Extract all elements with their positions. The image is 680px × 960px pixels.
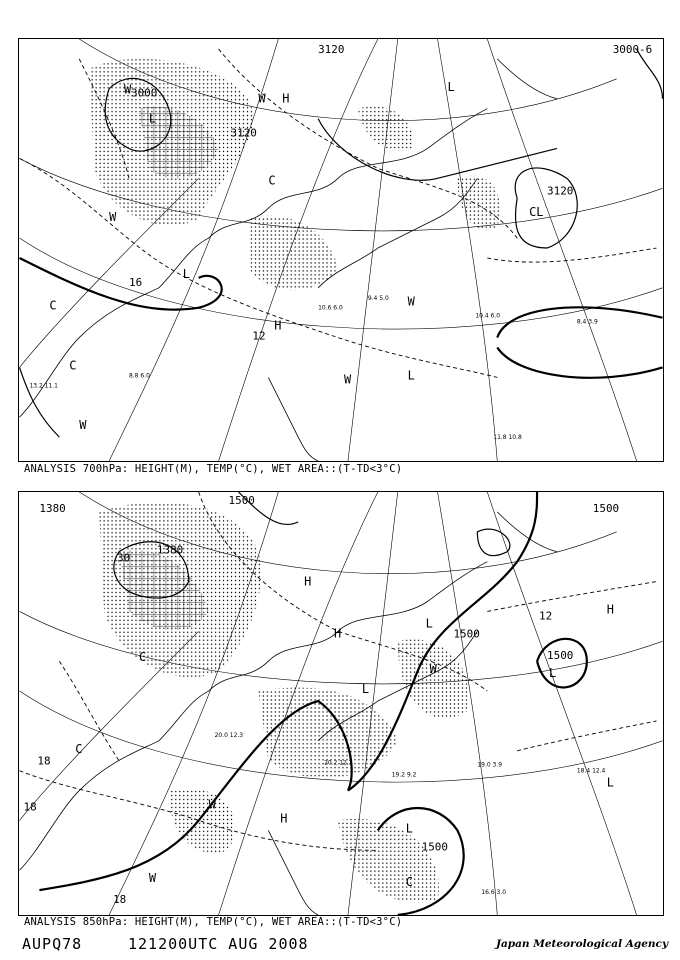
high-label: H: [282, 91, 290, 106]
station-value: 13.2 11.1: [29, 382, 58, 390]
station-value: 11.8 10.8: [493, 434, 522, 442]
low-label: L: [447, 79, 455, 94]
isotherm-label: 16: [129, 275, 143, 289]
cold-low-label: CL: [529, 205, 544, 220]
map-panel-850hpa: [18, 491, 664, 916]
station-value: 20.2 12.2: [324, 759, 353, 767]
low-label: L: [361, 682, 370, 697]
isotherm-label: 12: [252, 329, 266, 343]
cold-label: C: [138, 650, 147, 665]
station-value: 10.4 6.0: [475, 312, 501, 320]
warm-label: W: [208, 797, 216, 812]
warm-label: W: [79, 418, 87, 433]
station-value: 8.8 6.0: [129, 372, 150, 380]
cold-label: C: [49, 298, 57, 313]
warm-label: W: [124, 82, 132, 97]
panel-caption-850hpa: ANALYSIS 850hPa: HEIGHT(M), TEMP(°C), WET AREA::(T-TD<3°C): [24, 916, 403, 928]
height-label: 3120: [318, 42, 345, 56]
cold-label: C: [405, 875, 413, 890]
station-value: 16.6 3.0: [481, 889, 507, 897]
low-label: L: [606, 775, 614, 790]
station-value: 9.4 5.0: [367, 294, 389, 302]
height-label: 1500: [547, 649, 574, 663]
height-label: 1500: [228, 493, 255, 507]
height-label: 3000: [130, 86, 158, 100]
warm-label: W: [407, 294, 415, 309]
low-label: L: [407, 368, 415, 383]
isotherm-label: 12: [539, 609, 553, 623]
warm-label: W: [148, 871, 157, 886]
panel-caption-700hpa: ANALYSIS 700hPa: HEIGHT(M), TEMP(°C), WET AREA::(T-TD<3°C): [24, 463, 403, 475]
low-label: L: [425, 616, 433, 631]
height-label: 3120: [230, 126, 257, 140]
isotherm-label: 18: [113, 893, 127, 907]
high-label: H: [606, 602, 614, 617]
product-code: AUPQ78: [22, 935, 83, 953]
station-value: 19.2 9.2: [391, 771, 417, 779]
height-label: 1380: [39, 501, 66, 515]
station-value: 18.4 12.4: [576, 767, 606, 775]
height-label: 3120: [547, 184, 574, 198]
height-label: 3000-6: [612, 42, 653, 56]
agency-credit: Japan Meteorological Agency: [496, 938, 669, 950]
analysis-timestamp: 121200UTC AUG 2008: [128, 935, 309, 953]
warm-label: W: [343, 372, 352, 387]
isotherm-label: 18: [37, 754, 51, 768]
isotherm-label: 30: [117, 551, 131, 565]
height-label: 1500: [421, 840, 448, 854]
high-label: H: [280, 811, 288, 826]
height-label: 1500: [453, 627, 480, 641]
station-value: 20.0 12.3: [214, 731, 244, 739]
low-label: L: [549, 666, 557, 681]
high-label: H: [334, 626, 342, 641]
station-value: 10.6 6.0: [318, 304, 343, 312]
low-label: L: [405, 821, 413, 836]
warm-label: W: [109, 210, 117, 225]
low-label: L: [148, 111, 157, 126]
station-value: 8.4 3.9: [576, 318, 598, 326]
station-value: 19.0 3.9: [477, 761, 503, 769]
map-850hpa-graphic: [19, 492, 663, 915]
warm-label: W: [429, 662, 437, 677]
warm-label: W: [258, 91, 266, 106]
height-label: 1500: [592, 501, 620, 515]
high-label: H: [274, 318, 282, 333]
map-panel-700hpa: [18, 38, 664, 462]
cold-label: C: [69, 358, 77, 373]
cold-label: C: [268, 173, 276, 188]
isotherm-label: 18: [23, 800, 37, 814]
height-label: 1380: [156, 543, 184, 557]
cold-label: C: [75, 741, 83, 756]
low-label: L: [182, 266, 190, 281]
map-700hpa-graphic: [19, 39, 663, 461]
high-label: H: [304, 574, 312, 589]
